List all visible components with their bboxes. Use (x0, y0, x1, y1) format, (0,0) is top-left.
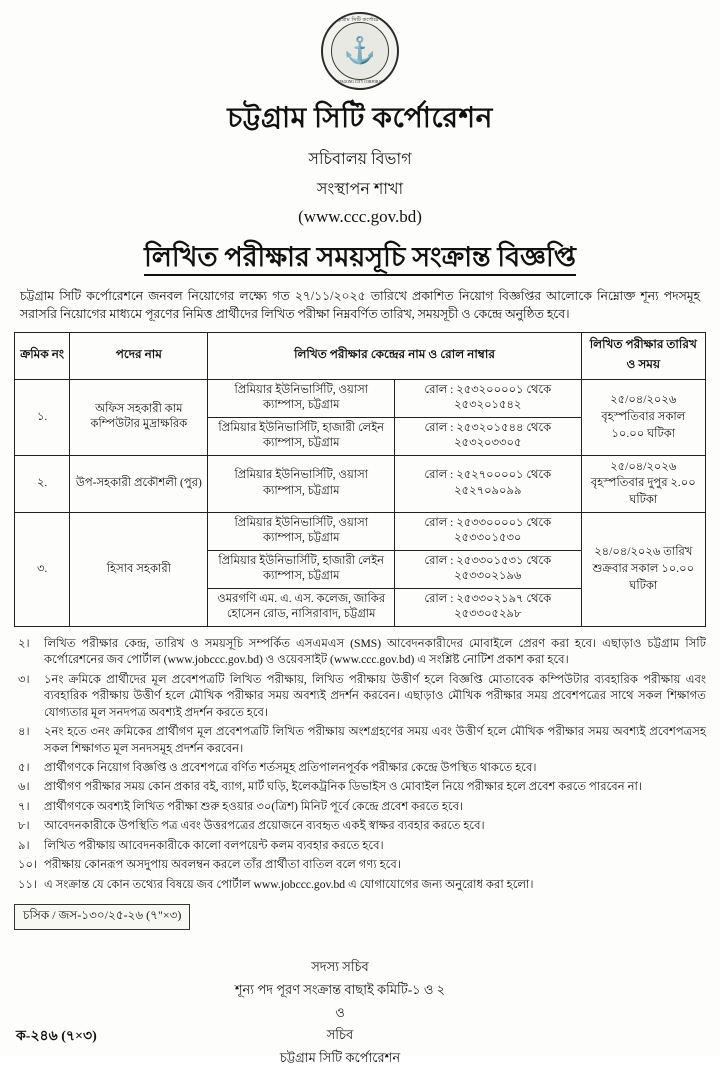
note-number: ৯। (18, 838, 30, 852)
logo-bottom-text: CHITTAGONG CITY CORPORATION (330, 80, 390, 84)
ccc-logo-icon (321, 12, 399, 90)
cell-date: ২৫/০৪/২০২৬ বৃহস্পতিবার সকাল ১০.০০ ঘটিকা (581, 379, 705, 455)
footer-code: ক-২৪৬ (৭×৩) (16, 1029, 97, 1044)
note-text: লিখিত পরীক্ষার কেন্দ্র, তারিখ ও সময়সূচি সম্পর্কিত এসএমএস (SMS) আবেদনকারীদের মোবাইলে প্রেরণ করা হবে। এছাড়াও চট্টগ্রাম সিটি কর্পোরেশনের জব পোর্টাল (www.jobccc.gov.bd) ও ওয়েবসাইট (www.ccc.gov.bd) এ সংশ্লিষ্ট নোটিশ প্রকাশ করা হবে। (44, 636, 706, 667)
cell-post: হিসাব সহকারী (70, 512, 208, 626)
exam-schedule-table (14, 332, 706, 627)
organization-section: সংস্থাপন শাখা (316, 181, 404, 198)
note-number: ৫। (18, 761, 30, 774)
cell-center: প্রিমিয়ার ইউনিভার্সিটি, ওয়াসা ক্যাম্পাস, চট্টগ্রাম (208, 512, 395, 550)
notes-list (14, 636, 706, 893)
cell-post: উপ-সহকারী প্রকৌশলী (পুর) (70, 455, 208, 512)
list-item (14, 877, 706, 893)
note-text: লিখিত পরীক্ষায় আবেদনকারীকে কালো বলপয়েন্ট কলম ব্যবহার করতে হবে। (44, 838, 384, 852)
cell-roll: রোল : ২৫৩৩০১৫৩১ থেকে ২৫৩৩০২১৯৬ (395, 550, 582, 588)
memo-number: চসিক / জস-১৩০/২৫-২৬ (৭"×৩) (14, 904, 190, 930)
note-text: পরীক্ষায় কোনরূপ অসদুপায় অবলম্বন করলে তাঁর প্রার্থীতা বাতিল বলে গণ্য হবে। (44, 858, 401, 872)
emblem-icon: ⚓ (343, 36, 377, 65)
table-row (15, 455, 706, 512)
organization-title: চট্টগ্রাম সিটি কর্পোরেশন (227, 103, 493, 134)
table-row (15, 512, 706, 550)
column-header-center-roll: লিখিত পরীক্ষার কেন্দ্রের নাম ও রোল নাম্বার (208, 332, 581, 379)
cell-date: ২৪/০৪/২০২৬ তারিখ শুক্রবার সকাল ১০.০০ ঘটিকা (581, 512, 705, 626)
list-item (14, 857, 706, 873)
page-title-text: লিখিত পরীক্ষার সময়সূচি সংক্রান্ত বিজ্ঞপ্তি (144, 242, 576, 276)
note-text: ১নং ক্রমিকে প্রার্থীদের মূল প্রবেশপত্রটি লিখিত পরীক্ষায়, লিখিত পরীক্ষায় উত্তীর্ণ হলে বিজ্ঞপ্তি মোতাবেক কম্পিউটার ব্যবহারিক পরীক্ষায় এবং ব্যবহারিক পরীক্ষায় উত্তীর্ণ হলে মৌখিক পরীক্ষার সময় অবশ্যই প্রদর্শন করবেন। এছাড়াও মৌখিক পরীক্ষার সময় প্রবেশপত্রের সাথে সকল শিক্ষাগত যোগ্যতার মূল সনদপত্র অবশ্যই প্রদর্শন করতে হবে। (44, 672, 706, 719)
list-item (14, 799, 706, 815)
list-item (14, 838, 706, 854)
cell-center: প্রিমিয়ার ইউনিভার্সিটি, ওয়াসা ক্যাম্পাস, চট্টগ্রাম (208, 455, 395, 512)
list-item (14, 818, 706, 834)
organization-division: সচিবালয় বিভাগ (308, 151, 412, 168)
cell-sl: ২. (15, 455, 70, 512)
cell-sl: ৩. (15, 512, 70, 626)
note-number: ৩। (18, 672, 30, 686)
note-number: ৪। (18, 725, 30, 739)
cell-sl: ১. (15, 379, 70, 455)
cell-center: প্রিমিয়ার ইউনিভার্সিটি, হাজারী লেইন ক্যাম্পাস, চট্টগ্রাম (208, 417, 395, 455)
note-text: প্রার্থীগণকে অবশ্যই লিখিত পরীক্ষা শুরু হওয়ার ৩০(ত্রিশ) মিনিট পূর্বে কেন্দ্রে প্রবেশ করতে হবে। (44, 799, 464, 813)
note-number: ১০। (18, 858, 38, 872)
note-text: আবেদনকারীকে উপস্থিতি পত্র এবং উত্তরপত্রের প্রয়োজনে ব্যবহৃত একই স্বাক্ষর ব্যবহার করতে হবে। (44, 819, 485, 833)
logo-inner-emblem (331, 22, 389, 80)
note-number: ৮। (18, 819, 30, 833)
cell-roll: রোল : ২৫২৭০০০০১ থেকে ২৫২৭০৯০৯৯ (395, 455, 582, 512)
note-number: ৬। (18, 780, 30, 794)
note-number: ২। (18, 636, 30, 650)
column-header-post: পদের নাম (70, 332, 208, 379)
signature-line-2: শূন্য পদ পূরণ সংক্রান্ত বাছাই কমিটি-১ ও ২ (234, 981, 446, 997)
page-title (14, 237, 706, 282)
list-item (14, 672, 706, 721)
intro-paragraph: চট্টগ্রাম সিটি কর্পোরেশনে জনবল নিয়োগের লক্ষ্যে গত ২৭/১১/২০২৫ তারিখে প্রকাশিত নিয়োগ বিজ্ঞপ্তির আলোকে নিম্নোক্ত শূন্য পদসমূহ সরাসরি নিয়োগের মাধ্যমে পূরণের নিমিত্ত প্রার্থীদের লিখিত পরীক্ষা নিম্নবর্ণিত তারিখ, সময়সূচী ও কেন্দ্রে অনুষ্ঠিত হবে। (20, 289, 700, 321)
signature-line-3: ও (335, 1004, 345, 1020)
cell-date: ২৫/০৪/২০২৬ বৃহস্পতিবার দুপুর ২.০০ ঘটিকা (581, 455, 705, 512)
table-header-row (15, 332, 706, 379)
note-text: প্রার্থীগণকে নিয়োগ বিজ্ঞপ্তি ও প্রবেশপত্রে বর্ণিত শর্তসমূহ প্রতিপালনপূর্বক পরীক্ষার কেন্দ্রে উপস্থিত থাকতে হবে। (44, 761, 537, 774)
table-row (15, 379, 706, 417)
cell-roll: রোল : ২৫৩২০১৫৪৪ থেকে ২৫৩২০৩৩০৫ (395, 417, 582, 455)
note-number: ১১। (18, 877, 38, 891)
organization-website: (www.ccc.gov.bd) (298, 207, 422, 226)
note-text: এ সংক্রান্ত যে কোন তথ্যের বিষয়ে জব পোর্টাল www.jobccc.gov.bd এ যোগাযোগের জন্য অনুরোধ করা হলো। (44, 877, 534, 891)
note-text: ২নং হতে ৩নং ক্রমিকের প্রার্থীগণ মূল প্রবেশপত্রটি লিখিত পরীক্ষায় অংশগ্রহণের সময় এবং উত্তীর্ণ হলে মৌখিক পরীক্ষার সময় অবশ্যই প্রবেশপত্রসহ সকল শিক্ষাগত মূল সনদসমূহ প্রদর্শন করবেন। (44, 725, 706, 755)
note-text: প্রার্থীগণ পরীক্ষার সময় কোন প্রকার বই, ব্যাগ, মার্ট ঘড়ি, ইলেকট্রনিক ডিভাইস ও মোবাইল নিয়ে পরীক্ষার হলে প্রবেশ করতে পারবেন না। (44, 780, 642, 794)
column-header-sl: ক্রমিক নং (15, 332, 70, 379)
cell-roll: রোল : ২৫৩২০০০০১ থেকে ২৫৩২০১৫৪২ (395, 379, 582, 417)
cell-post: অফিস সহকারী কাম কম্পিউটার মুদ্রাক্ষরিক (70, 379, 208, 455)
logo-container (14, 12, 706, 90)
cell-center: ওমরগণি এম. এ. এস. কলেজ, জাকির হোসেন রোড, নাসিরাবাদ, চট্টগ্রাম (208, 588, 395, 626)
cell-roll: রোল : ২৫৩৩০০০০১ থেকে ২৫৩৩০১৫৩০ (395, 512, 582, 550)
note-number: ৭। (18, 799, 30, 813)
list-item (14, 760, 706, 776)
column-header-date: লিখিত পরীক্ষার তারিখ ও সময় (581, 332, 705, 379)
logo-top-text: চট্টগ্রাম সিটি কর্পোরেশন (334, 18, 386, 23)
list-item (14, 724, 706, 757)
list-item (14, 779, 706, 795)
signature-line-5: চট্টগ্রাম সিটি কর্পোরেশন (279, 1050, 401, 1066)
signature-line-4: সচিব (326, 1027, 354, 1043)
cell-center: প্রিমিয়ার ইউনিভার্সিটি, ওয়াসা ক্যাম্পাস, চট্টগ্রাম (208, 379, 395, 417)
list-item (14, 636, 706, 669)
signature-line-1: সদস্য সচিব (311, 959, 369, 975)
signature-block (14, 956, 706, 1070)
cell-center: প্রিমিয়ার ইউনিভার্সিটি, হাজারী লেইন ক্যাম্পাস, চট্টগ্রাম (208, 550, 395, 588)
cell-roll: রোল : ২৫৩৩০২১৯৭ থেকে ২৫৩৩০৫২৯৮ (395, 588, 582, 626)
